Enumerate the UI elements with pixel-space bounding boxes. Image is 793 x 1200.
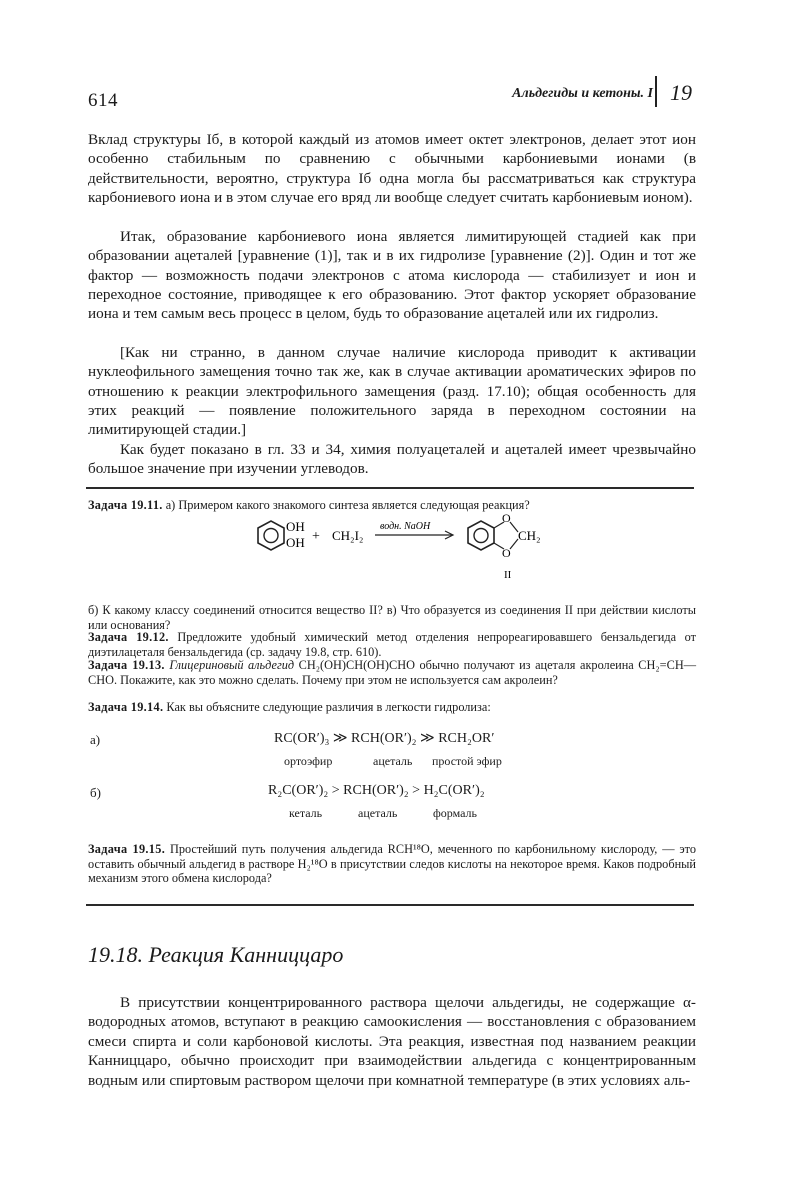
section-paragraph: В присутствии концентрированного раствора щелочи альдегиды, не содержащие α-водородных атомов, вступают в реакцию самоокисления — восстановления с образованием смеси спирта и соли карбоновой кислоты. Эта реакция, известная под названием реакции Канниццаро, обычно происходит при взаимодействии альдегида с концентрированным водным или спиртовым раствором щелочи при комнатной температуре (в этих условиях аль-	[88, 994, 696, 1089]
series-b-name-1: кеталь	[289, 806, 323, 820]
problem-label: Задача 19.13.	[88, 658, 165, 672]
oh-label-1: OH	[286, 519, 305, 534]
problem-text: CH₂(OH)CH(OH)CHO обычно получают из ацеталя акролеина CH₂=CH—CHO. Покажите, как это можно сделать. Почему при этом не используется сам акролеин?	[88, 658, 696, 687]
problem-text: Как вы объясните следующие различия в легкости гидролиза:	[166, 700, 491, 714]
series-a-name-1: ортоэфир	[284, 754, 333, 768]
plus-sign: +	[312, 529, 320, 544]
problem-text: Простейший путь получения альдегида RCH¹⁸O, меченного по карбонильному кислороду, — это оставить обычный альдегид в растворе H₂¹⁸O в присутствии следов кислоты на некоторое время. Каков подробный механизм этого обмена кислорода?	[88, 842, 696, 886]
arrow-label: водн. NaOH	[380, 521, 431, 532]
problem-19-13	[88, 658, 696, 687]
problem-19-14	[88, 700, 696, 715]
series-a-formula: RC(OR′)₃ ≫ RCH(OR′)₂ ≫ RCH₂OR′	[274, 731, 495, 746]
compound-number: II	[504, 569, 512, 581]
series-b-name-2: ацеталь	[358, 806, 398, 820]
o-label-1: O	[502, 511, 511, 525]
problem-italic-term: Глицериновый альдегид	[169, 658, 295, 672]
section-heading: 19.18. Реакция Канниццаро	[88, 942, 344, 967]
reaction-scheme	[240, 510, 570, 588]
problem-19-15	[88, 842, 696, 886]
series-a-name-3: простой эфир	[432, 754, 502, 768]
problems-top-rule	[86, 487, 694, 489]
paragraph-4: Как будет показано в гл. 33 и 34, химия полуацеталей и ацеталей имеет чрезвычайно большое значение при изучении углеводов.	[88, 441, 696, 478]
problem-19-11-continuation: б) К какому классу соединений относится вещество II? в) Что образуется из соединения II при действии кислоты или основания?	[88, 603, 696, 632]
paragraph-2: Итак, образование карбониевого иона является лимитирующей стадией как при образовании ацеталей [уравнение (1)], так и в их гидролизе [уравнение (2)]. Один и тот же фактор — возможность подачи электронов с атома кислорода — стабилизует и ион и переходное состояние, приводящее к его образованию. Этот фактор ускоряет образование иона и тем самым весь процесс в целом, будь то образование ацеталей или их гидролиз.	[88, 228, 696, 323]
problem-text: Предложите удобный химический метод отделения непрореагировавшего бензальдегида от диэтилацеталя бензальдегида (ср. задачу 19.8, стр. 610).	[88, 630, 696, 659]
series-a-label: а)	[90, 732, 101, 747]
oh-label-2: OH	[286, 535, 305, 550]
methylenedioxybenzene-structure	[468, 511, 541, 560]
o-label-2: O	[502, 546, 511, 560]
problems-bottom-rule	[86, 904, 694, 906]
series-b-name-3: формаль	[433, 806, 477, 820]
problem-label: Задача 19.11.	[88, 498, 163, 512]
paragraph-1: Вклад структуры Iб, в которой каждый из атомов имеет октет электронов, делает этот ион особенно стабильным по сравнению с обычными карбониевыми ионами (в действительности, вероятно, структура Iб одна могла бы рассматриваться как структура карбониевого иона и в этом случае его вряд ли вообще следует считать карбониевым ионом).	[88, 131, 696, 206]
page-number: 614	[88, 90, 118, 111]
problem-label: Задача 19.14.	[88, 700, 164, 714]
problem-text: а) Примером какого знакомого синтеза является следующая реакция?	[165, 498, 530, 512]
problem-label: Задача 19.12.	[88, 630, 169, 644]
reagent-formula: CH₂I₂	[332, 528, 364, 543]
problem-19-12	[88, 630, 696, 659]
paragraph-3: [Как ни странно, в данном случае наличие кислорода приводит к активации нуклеофильного замещения точно так же, как в случае активации ароматических эфиров по отношению к реакции электрофильного замещения (разд. 17.10); общая особенность для этих реакций — появление положительного заряда в переходном состоянии на лимитирующей стадии.]	[88, 344, 696, 439]
chapter-number: 19	[670, 80, 692, 105]
reaction-arrow	[375, 521, 453, 539]
header-divider	[655, 76, 657, 107]
series-b-label: б)	[90, 785, 101, 800]
ch2-label: CH₂	[518, 528, 541, 543]
problem-label: Задача 19.15.	[88, 842, 166, 856]
catechol-structure	[258, 519, 305, 550]
series-b-formula: R₂C(OR′)₂ > RCH(OR′)₂ > H₂C(OR′)₂	[268, 783, 485, 798]
series-a-name-2: ацеталь	[373, 754, 413, 768]
running-title: Альдегиды и кетоны. I	[512, 86, 653, 101]
